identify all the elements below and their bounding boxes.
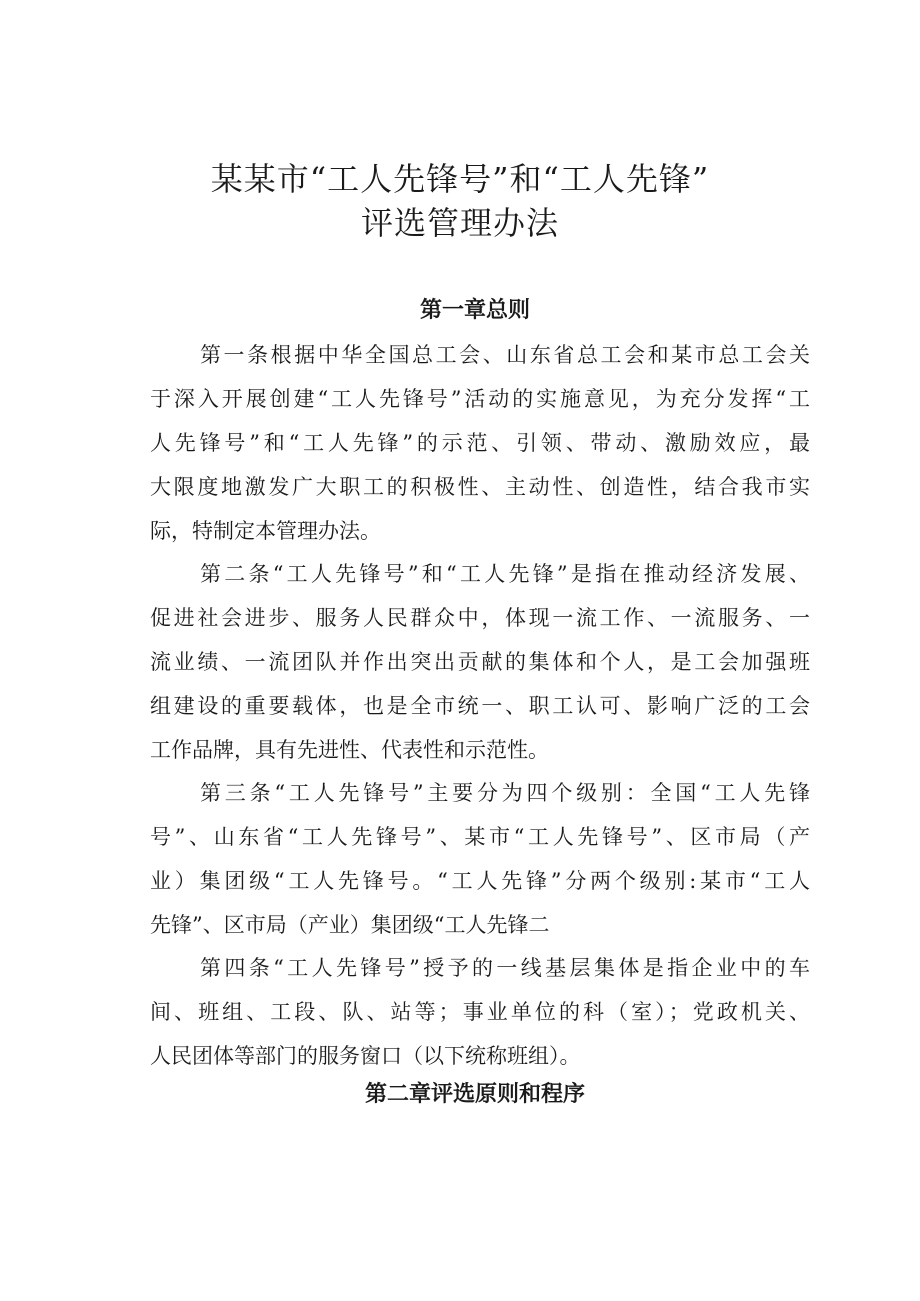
article-1-line: 人先锋号”和“工人先锋”的示范、引领、带动、激励效应，最 (150, 431, 810, 455)
article-2-line: 组建设的重要载体，也是全市统一、职工认可、影响广泛的工会 (150, 694, 810, 718)
article-2-line: 工作品牌，具有先进性、代表性和示范性。 (150, 738, 549, 762)
article-1-line: 第一条根据中华全国总工会、山东省总工会和某市总工会关 (200, 343, 810, 367)
article-3-line: 号”、山东省“工人先锋号”、某市“工人先锋号”、区市局（产 (150, 825, 810, 849)
article-1-line: 大限度地激发广大职工的积极性、主动性、创造性，结合我市实 (150, 475, 810, 499)
article-1-line: 于深入开展创建“工人先锋号”活动的实施意见，为充分发挥“工 (150, 387, 810, 411)
article-3-line: 第三条“工人先锋号”主要分为四个级别：全国“工人先锋 (200, 781, 810, 805)
article-4-line: 第四条“工人先锋号”授予的一线基层集体是指企业中的车 (200, 956, 810, 980)
chapter-heading-1: 第一章总则 (419, 298, 530, 323)
article-2-line: 促进社会进步、服务人民群众中，体现一流工作、一流服务、一 (150, 606, 810, 630)
article-4-line: 人民团体等部门的服务窗口（以下统称班组）。 (150, 1044, 581, 1068)
article-1-line: 际，特制定本管理办法。 (150, 519, 381, 543)
document-title-line-2: 评选管理办法 (360, 204, 559, 242)
article-3-line: 先锋”、区市局（产业）集团级“工人先锋二 (150, 913, 550, 937)
article-2-line: 第二条“工人先锋号”和“工人先锋”是指在推动经济发展、 (200, 562, 810, 586)
article-3-line: 业）集团级“工人先锋号。“工人先锋”分两个级别:某市“工人 (150, 869, 810, 893)
article-4-line: 间、班组、工段、队、站等；事业单位的科（室）；党政机关、 (150, 1000, 810, 1024)
chapter-heading-2: 第二章评选原则和程序 (364, 1082, 585, 1107)
article-2-line: 流业绩、一流团队并作出突出贡献的集体和个人，是工会加强班 (150, 650, 810, 674)
document-title-line-1: 某某市“工人先锋号”和“工人先锋” (210, 160, 710, 198)
